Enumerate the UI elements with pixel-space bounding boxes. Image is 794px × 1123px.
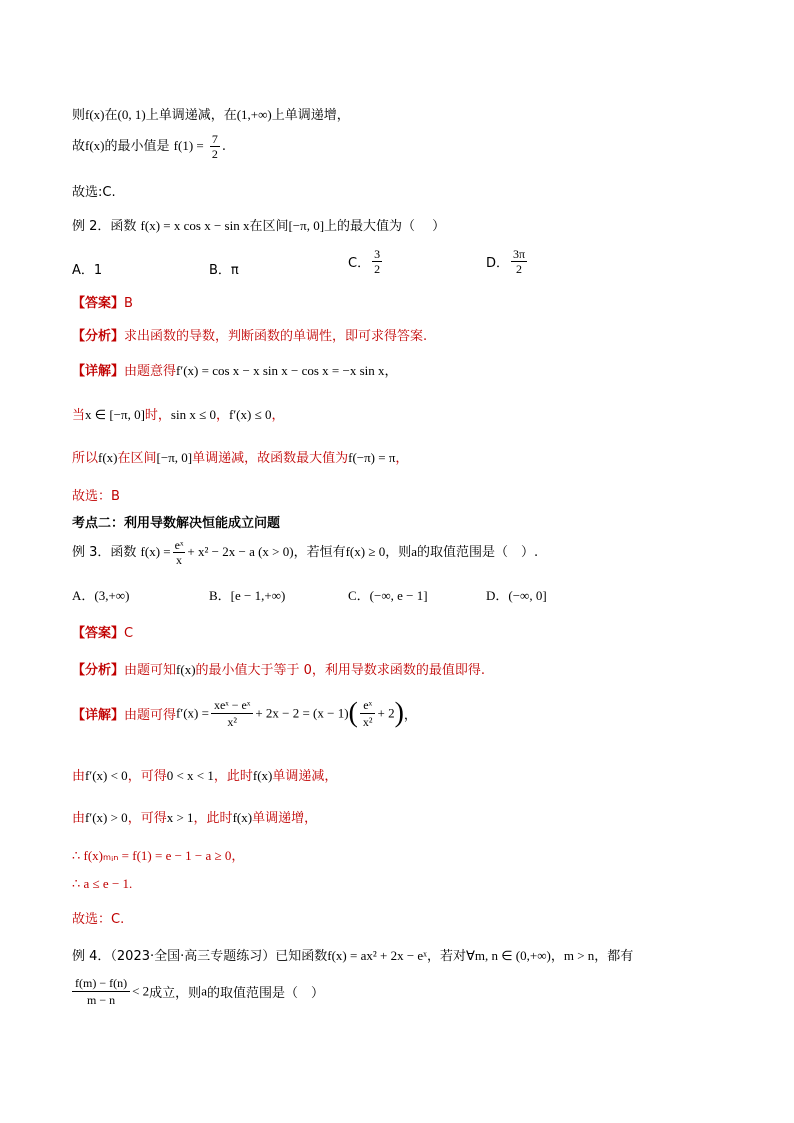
answer-value: C bbox=[124, 626, 134, 641]
text: 的最小值是 bbox=[104, 139, 170, 154]
question-stem bbox=[72, 538, 538, 567]
text: 单调递减，故函数最大值为 bbox=[192, 451, 349, 466]
numerator: f(m) − f(n) bbox=[72, 975, 130, 992]
option-label: D． bbox=[486, 256, 510, 271]
denominator: m − n bbox=[86, 993, 116, 1007]
text: 由题可知 bbox=[124, 663, 177, 678]
text: 的取值范围是（ ）. bbox=[417, 545, 539, 560]
math: f(x) bbox=[85, 138, 105, 153]
math: f(x) ≥ 0 bbox=[345, 544, 386, 559]
numerator: 3π bbox=[513, 247, 526, 261]
denominator: x² bbox=[362, 715, 373, 729]
numerator: xeˣ − eˣ bbox=[211, 697, 253, 714]
math: f′(x) = cos x − x sin x − cos x = −x sin x bbox=[176, 363, 385, 378]
math: f′(x) ≤ 0 bbox=[229, 407, 272, 422]
math: f(x) bbox=[232, 810, 253, 825]
answer-line bbox=[72, 622, 133, 641]
text: 时， bbox=[144, 408, 171, 423]
question-stem bbox=[72, 215, 445, 234]
text: 单调递增， bbox=[252, 811, 318, 826]
math: f(1) = bbox=[173, 138, 204, 153]
right-paren: ) bbox=[394, 697, 404, 729]
text: 成立，则 bbox=[149, 986, 202, 1001]
answer-line bbox=[72, 292, 133, 311]
fraction bbox=[210, 132, 220, 161]
text: 的取值范围是（ ） bbox=[206, 986, 324, 1001]
text: ， bbox=[384, 364, 398, 379]
math: (1,+∞) bbox=[236, 107, 272, 122]
option-b: B．π bbox=[209, 263, 239, 278]
math: [−π, 0] bbox=[288, 218, 325, 233]
math: ∀m, n ∈ (0,+∞) bbox=[465, 948, 551, 963]
math: + 2x − 2 = (x − 1) bbox=[255, 705, 349, 721]
fraction bbox=[211, 697, 253, 730]
numerator: 3 bbox=[374, 247, 381, 261]
text: ， bbox=[271, 408, 285, 423]
section-heading: 考点二：利用导数解决恒能成立问题 bbox=[72, 516, 281, 531]
question-stem bbox=[72, 945, 633, 964]
math: + 2 bbox=[377, 705, 395, 721]
math: f(x) = x cos x − sin x bbox=[140, 218, 250, 233]
text: ，可得 bbox=[127, 811, 167, 826]
text: ，可得 bbox=[127, 769, 167, 784]
detail-line bbox=[72, 360, 398, 379]
text: 上单调递减，在 bbox=[145, 108, 237, 123]
text: 例 2．函数 bbox=[72, 219, 137, 234]
denominator: 2 bbox=[374, 262, 381, 276]
answer-tag: 【答案】 bbox=[72, 296, 125, 311]
math: f(x) = ax² + 2x − eˣ bbox=[327, 948, 427, 963]
analysis-line bbox=[72, 659, 485, 678]
text: 例 3．函数 bbox=[72, 545, 137, 560]
text: 在区间 bbox=[249, 219, 289, 234]
text: 例 4．（2023·全国·高三专题练习）已知函数 bbox=[72, 949, 328, 964]
detail-line: ∴ f(x)ₘᵢₙ = f(1) = e − 1 − a ≥ 0， bbox=[72, 848, 245, 863]
analysis-text: 求出函数的导数，判断函数的单调性，即可求得答案. bbox=[124, 329, 428, 344]
numerator: eˣ bbox=[174, 538, 184, 552]
fraction bbox=[360, 697, 376, 730]
choose-line: 故选：C. bbox=[72, 912, 125, 927]
analysis-tag: 【分析】 bbox=[72, 663, 125, 678]
detail-line bbox=[72, 404, 284, 423]
text: ， bbox=[550, 949, 564, 964]
text: 在 bbox=[104, 108, 118, 123]
text: 上单调递增， bbox=[271, 108, 350, 123]
detail-tag: 【详解】 bbox=[72, 364, 125, 379]
text: 则 bbox=[72, 108, 86, 123]
question-stem-continued bbox=[70, 975, 324, 1008]
math: f(x) bbox=[85, 107, 105, 122]
left-paren: ( bbox=[348, 697, 358, 729]
text: 所以 bbox=[72, 451, 99, 466]
option-b: B．[e − 1,+∞) bbox=[209, 588, 286, 603]
text: ，都有 bbox=[594, 949, 634, 964]
math: + x² − 2x − a (x > 0) bbox=[187, 544, 294, 559]
option-label: C． bbox=[348, 256, 371, 271]
text: 当 bbox=[72, 408, 86, 423]
math: m > n bbox=[563, 948, 595, 963]
numerator: eˣ bbox=[360, 697, 376, 714]
option-a: A．1 bbox=[72, 263, 103, 278]
answer-tag: 【答案】 bbox=[72, 626, 125, 641]
analysis-line bbox=[72, 325, 427, 344]
math: f(x) = bbox=[140, 544, 171, 559]
option-a: A．(3,+∞) bbox=[72, 588, 130, 603]
option-c: C．(−∞, e − 1] bbox=[348, 588, 428, 603]
text: 故 bbox=[72, 139, 86, 154]
numerator: 7 bbox=[211, 132, 218, 146]
text: ，若恒有 bbox=[293, 545, 346, 560]
fraction bbox=[511, 247, 527, 276]
detail-line bbox=[72, 765, 337, 784]
text: 单调递减， bbox=[272, 769, 338, 784]
denominator: x² bbox=[227, 715, 237, 729]
detail-line bbox=[72, 807, 317, 826]
text: ， bbox=[215, 408, 229, 423]
math: x > 1 bbox=[166, 810, 194, 825]
detail-text: 由题可得 bbox=[124, 708, 177, 723]
denominator: x bbox=[176, 553, 183, 567]
math: a bbox=[411, 544, 418, 559]
math: f(x) bbox=[252, 768, 273, 783]
detail-line bbox=[72, 697, 417, 730]
text: 由 bbox=[72, 769, 86, 784]
text: ，若对 bbox=[426, 949, 466, 964]
detail-line bbox=[72, 447, 408, 466]
math: sin x ≤ 0 bbox=[170, 407, 216, 422]
option-c bbox=[348, 247, 384, 276]
text-line bbox=[72, 132, 226, 161]
option-d: D．(−∞, 0] bbox=[486, 588, 547, 603]
math: f(x) bbox=[176, 662, 196, 677]
text: 由 bbox=[72, 811, 86, 826]
math: f′(x) < 0 bbox=[85, 768, 128, 783]
detail-line: ∴ a ≤ e − 1. bbox=[72, 876, 133, 891]
detail-text: 由题意得 bbox=[124, 364, 177, 379]
text: 上的最大值为（ ） bbox=[324, 219, 446, 234]
math: f(x) bbox=[98, 450, 118, 465]
analysis-text: 的最小值大于等于 0，利用导数求函数的最值即得. bbox=[195, 663, 486, 678]
text: ，此时 bbox=[213, 769, 253, 784]
math: 0 < x < 1 bbox=[166, 768, 214, 783]
math: f(−π) = π bbox=[348, 450, 396, 465]
text-line bbox=[72, 104, 350, 123]
fraction bbox=[372, 247, 382, 276]
analysis-tag: 【分析】 bbox=[72, 329, 125, 344]
choose-line: 故选：B bbox=[72, 489, 120, 504]
text-line: 故选:C. bbox=[72, 185, 116, 200]
text: ，则 bbox=[385, 545, 412, 560]
detail-tag: 【详解】 bbox=[72, 708, 125, 723]
math: < 2 bbox=[132, 983, 150, 999]
text: . bbox=[221, 139, 227, 154]
math: x ∈ [−π, 0] bbox=[85, 407, 145, 422]
text: ， bbox=[395, 451, 409, 466]
denominator: 2 bbox=[516, 262, 523, 276]
text: 在区间 bbox=[117, 451, 157, 466]
math: f′(x) > 0 bbox=[85, 810, 128, 825]
answer-value: B bbox=[124, 296, 133, 311]
option-d bbox=[486, 247, 529, 276]
math: (0, 1) bbox=[117, 107, 146, 122]
math: a bbox=[201, 983, 207, 999]
denominator: 2 bbox=[211, 147, 218, 161]
math: f′(x) = bbox=[176, 705, 209, 721]
text: ， bbox=[403, 708, 417, 723]
fraction bbox=[72, 975, 130, 1008]
fraction bbox=[173, 538, 186, 567]
math: [−π, 0] bbox=[156, 450, 193, 465]
text: ，此时 bbox=[193, 811, 233, 826]
